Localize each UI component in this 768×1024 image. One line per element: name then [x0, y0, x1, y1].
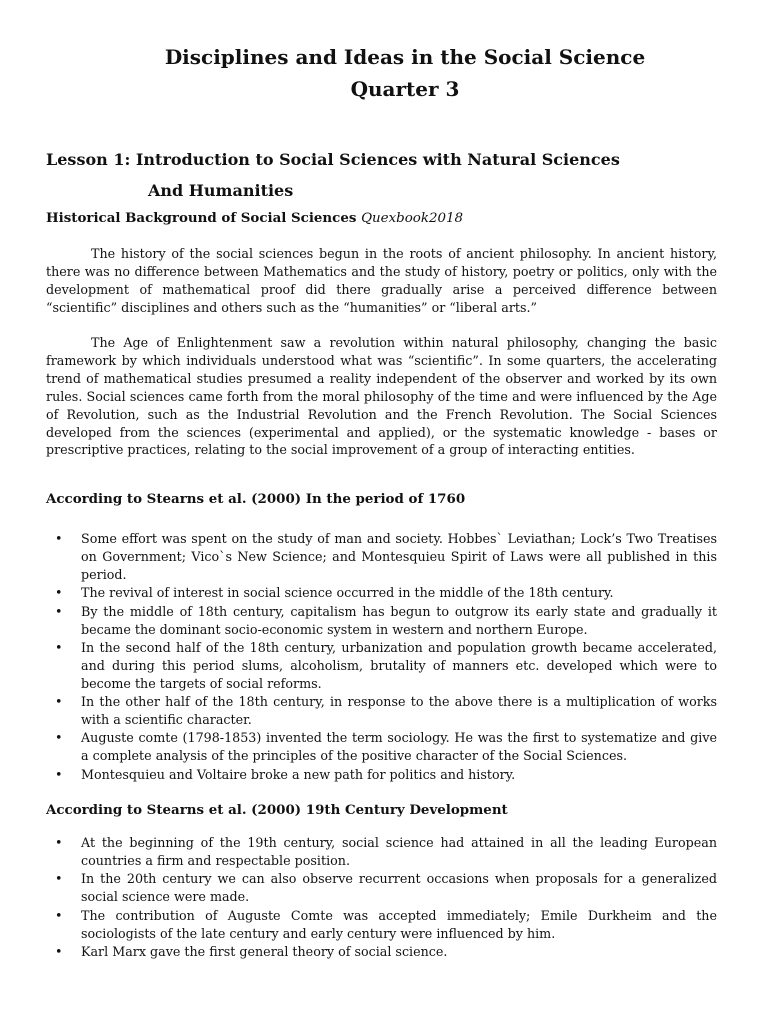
- list-item: • The revival of interest in social science occurred in the middle of the 18th century.: [55, 585, 614, 601]
- section-heading-1760: According to Stearns et al. (2000) In the period of 1760: [46, 491, 466, 507]
- lesson-subtitle: And Humanities: [148, 181, 294, 200]
- list-item: • Some effort was spent on the study of man and society. Hobbes` Leviathan; Lock’s Two Treatises on Government; Vico`s New Science; and Montesquieu Spirit of Laws were all published in this period.: [55, 531, 717, 582]
- list-item: • In the second half of the 18th century, urbanization and population growth became accelerated, and during this period slums, alcoholism, brutality of manners etc. developed which were to become the targets of social reforms.: [55, 639, 717, 691]
- bullet-icon: •: [55, 835, 63, 850]
- list-item: • Montesquieu and Voltaire broke a new path for politics and history.: [55, 766, 516, 782]
- bullet-icon: •: [55, 531, 63, 546]
- bullet-list-1760: [46, 530, 717, 784]
- bullet-icon: •: [55, 766, 63, 782]
- paragraph-history: The history of the social sciences begun in the roots of ancient philosophy. In ancient history, there was no difference between Mathematics and the study of history, poetry or politics, only with the development of mathematical proof did there gradually arise a perceived difference between “scientific” disciplines and others such as the “humanities” or “liberal arts.”: [46, 246, 717, 315]
- list-item: • Karl Marx gave the first general theory of social science.: [55, 943, 448, 959]
- document-title: Disciplines and Ideas in the Social Science: [164, 45, 646, 69]
- list-item: • The contribution of Auguste Comte was accepted immediately; Emile Durkheim and the sociologists of the late century and early century were influenced by him.: [55, 907, 717, 941]
- lesson-title: Lesson 1: Introduction to Social Sciences with Natural Sciences: [46, 150, 620, 169]
- bullet-icon: •: [55, 694, 63, 710]
- paragraph-enlightenment: The Age of Enlightenment saw a revolution within natural philosophy, changing the basic framework by which individuals understood what was “scientific”. In some quarters, the accelerating trend of mathematical studies presumed a reality independent of the observer and worked by its own rules. Social sciences came forth from the moral philosophy of the time and were influenced by the Age of Revolution, such as the Industrial Revolution and the French Revolution. The Social Sciences developed from the sciences (experimental and applied), or the systematic knowledge - bases or prescriptive practices, relating to the social improvement of a group of interacting entities.: [46, 335, 717, 458]
- list-item: • In the other half of the 18th century, in response to the above there is a multiplication of works with a scientific character.: [55, 694, 717, 728]
- bullet-icon: •: [55, 585, 63, 601]
- bullet-icon: •: [55, 730, 63, 746]
- section-heading-historical-background: [46, 210, 463, 226]
- bullet-icon: •: [55, 871, 63, 887]
- quarter-label: Quarter 3: [350, 77, 460, 101]
- bullet-list-19th-century: [46, 834, 717, 961]
- list-item: • In the 20th century we can also observe recurrent occasions when proposals for a generalized social science were made.: [55, 871, 717, 905]
- bullet-icon: •: [55, 907, 63, 923]
- bullet-icon: •: [55, 603, 63, 619]
- list-item: • At the beginning of the 19th century, social science had attained in all the leading European countries a firm and respectable position.: [55, 835, 717, 868]
- bullet-icon: •: [55, 639, 63, 655]
- section-heading-text: Historical Background of Social Sciences: [46, 210, 357, 226]
- source-citation: Quexbook2018: [361, 211, 464, 226]
- bullet-icon: •: [55, 943, 63, 959]
- list-item: • Auguste comte (1798-1853) invented the term sociology. He was the first to systematize and give a complete analysis of the principles of the positive character of the Social Sciences.: [55, 730, 717, 764]
- list-item: • By the middle of 18th century, capitalism has begun to outgrow its early state and gradually it became the dominant socio-economic system in western and northern Europe.: [55, 603, 717, 637]
- section-heading-19th-century: According to Stearns et al. (2000) 19th Century Development: [46, 802, 508, 818]
